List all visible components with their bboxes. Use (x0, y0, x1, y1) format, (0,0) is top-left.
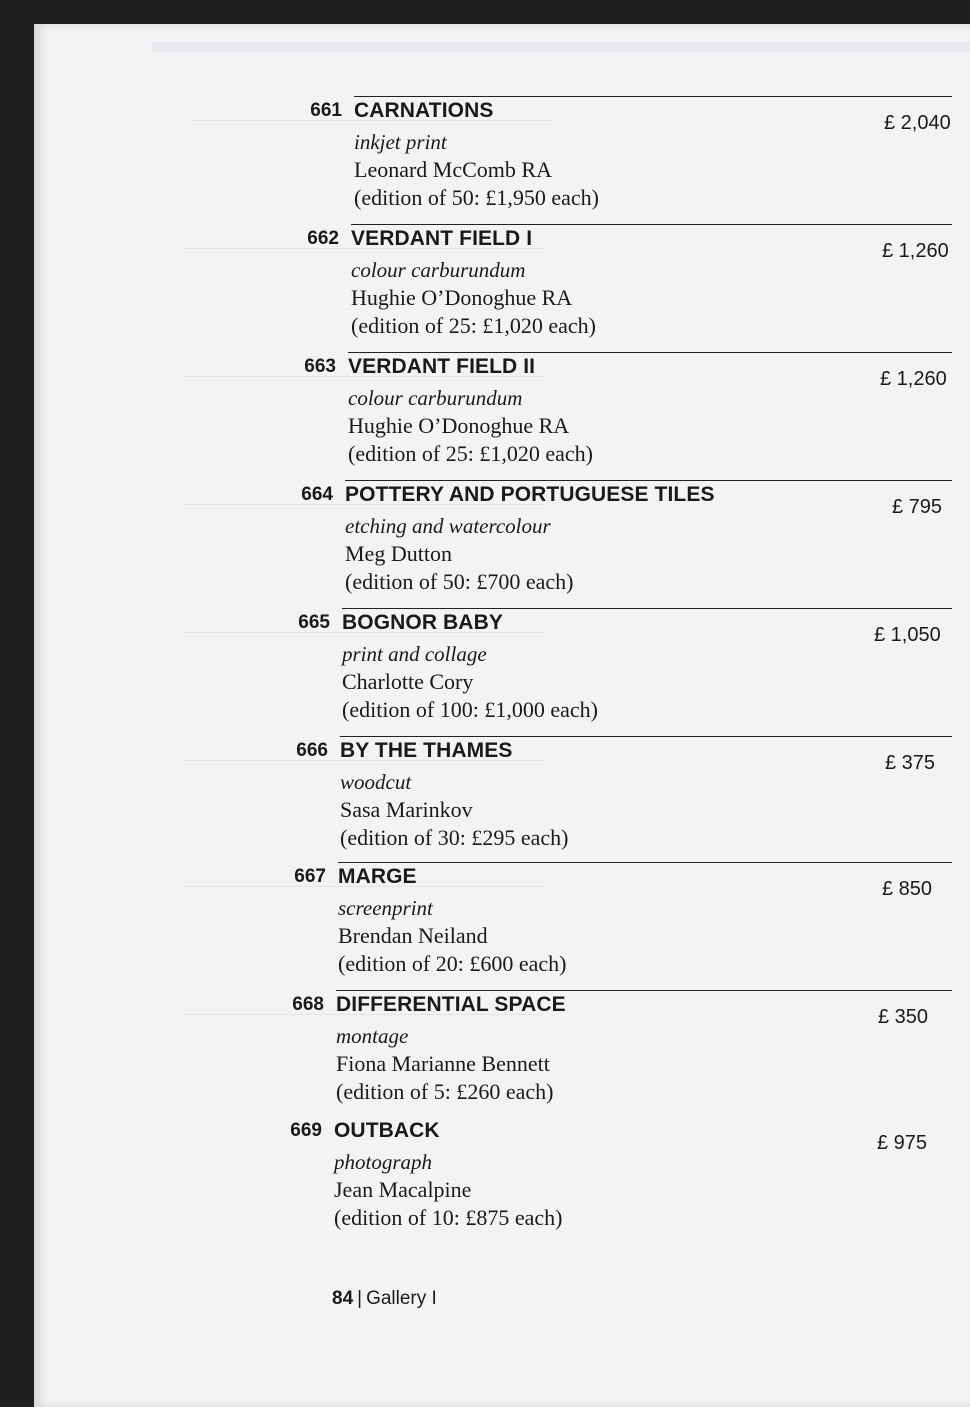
artwork-medium: woodcut (340, 770, 412, 794)
edition-info: (edition of 10: £875 each) (334, 1205, 563, 1230)
entry-rule (351, 224, 952, 225)
edition-info: (edition of 50: £1,950 each) (354, 185, 599, 210)
lot-number: 666 (296, 740, 328, 761)
artwork-title: VERDANT FIELD I (351, 227, 533, 250)
artwork-price: £ 1,260 (880, 368, 947, 390)
artwork-price: £ 795 (892, 496, 943, 518)
artwork-medium: colour carburundum (348, 386, 523, 410)
artwork-medium: montage (336, 1024, 409, 1048)
entry-rule (336, 990, 952, 991)
footer-separator: | (357, 1288, 363, 1309)
lot-number: 661 (310, 100, 342, 121)
artist-name: Hughie O’Donoghue RA (351, 285, 573, 310)
gallery-section: Gallery I (366, 1288, 437, 1309)
artist-name: Fiona Marianne Bennett (336, 1051, 550, 1076)
artwork-price: £ 375 (885, 752, 936, 774)
artwork-title: BOGNOR BABY (342, 611, 503, 634)
artwork-title: BY THE THAMES (340, 739, 513, 762)
entry-rule (348, 352, 952, 353)
catalogue-entry (34, 862, 970, 990)
lot-number: 665 (298, 612, 330, 633)
artist-name: Jean Macalpine (334, 1177, 472, 1202)
edition-info: (edition of 20: £600 each) (338, 951, 567, 976)
entry-rule (338, 862, 952, 863)
artist-name: Sasa Marinkov (340, 797, 473, 822)
edition-info: (edition of 50: £700 each) (345, 569, 574, 594)
catalogue-entry (34, 736, 970, 864)
artwork-price: £ 1,050 (874, 624, 941, 646)
artwork-title: DIFFERENTIAL SPACE (336, 993, 566, 1016)
artist-name: Charlotte Cory (342, 669, 474, 694)
catalogue-entry (34, 224, 970, 352)
artwork-title: VERDANT FIELD II (348, 355, 536, 378)
edition-info: (edition of 100: £1,000 each) (342, 697, 598, 722)
page-footer (332, 1288, 437, 1310)
artwork-price: £ 975 (877, 1132, 928, 1154)
lot-number: 668 (292, 994, 324, 1015)
artwork-medium: print and collage (342, 642, 487, 666)
artist-name: Meg Dutton (345, 541, 452, 566)
artwork-medium: etching and watercolour (345, 514, 551, 538)
artwork-title: CARNATIONS (354, 99, 494, 122)
catalogue-entry (34, 96, 970, 224)
entry-rule (354, 96, 952, 97)
lot-number: 663 (304, 356, 336, 377)
artwork-title: OUTBACK (334, 1119, 440, 1142)
artwork-price: £ 2,040 (884, 112, 951, 134)
edition-info: (edition of 5: £260 each) (336, 1079, 554, 1104)
entry-rule (342, 608, 952, 609)
artwork-medium: colour carburundum (351, 258, 526, 282)
artwork-medium: photograph (334, 1150, 433, 1174)
artwork-medium: inkjet print (354, 130, 447, 154)
artwork-price: £ 350 (878, 1006, 929, 1028)
artist-name: Brendan Neiland (338, 923, 488, 948)
page-edge (152, 42, 970, 52)
catalogue-entry (34, 990, 970, 1118)
catalogue-entry (34, 1116, 970, 1244)
page-number: 84 (332, 1288, 354, 1309)
artwork-title: MARGE (338, 865, 417, 888)
catalogue-entry (34, 480, 970, 608)
entry-rule (345, 480, 952, 481)
artwork-price: £ 850 (882, 878, 933, 900)
edition-info: (edition of 30: £295 each) (340, 825, 569, 850)
artwork-title: POTTERY AND PORTUGUESE TILES (345, 483, 715, 506)
artwork-medium: screenprint (338, 896, 433, 920)
lot-number: 669 (290, 1120, 322, 1141)
artwork-price: £ 1,260 (882, 240, 949, 262)
catalogue-entry (34, 608, 970, 736)
lot-number: 667 (294, 866, 326, 887)
entry-rule (340, 736, 952, 737)
edition-info: (edition of 25: £1,020 each) (348, 441, 593, 466)
edition-info: (edition of 25: £1,020 each) (351, 313, 596, 338)
artist-name: Leonard McComb RA (354, 157, 552, 182)
catalogue-page (34, 24, 970, 1407)
catalogue-entry (34, 352, 970, 480)
lot-number: 664 (301, 484, 333, 505)
lot-number: 662 (307, 228, 339, 249)
artist-name: Hughie O’Donoghue RA (348, 413, 570, 438)
